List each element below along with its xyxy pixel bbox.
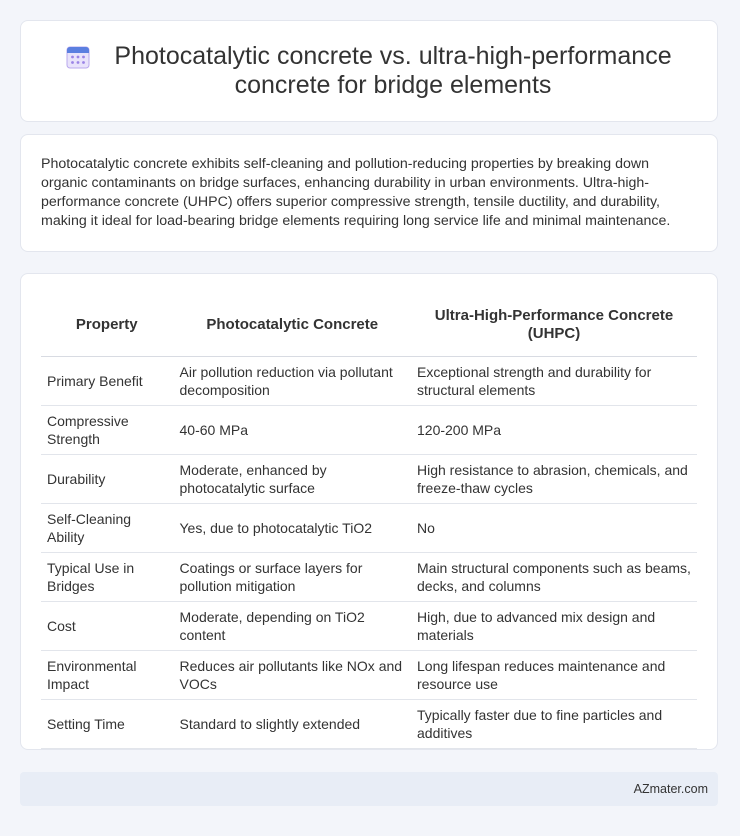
row-uhpc: 120-200 MPa <box>411 406 697 455</box>
footer-site-link[interactable]: AZmater.com <box>633 782 708 796</box>
row-uhpc: No <box>411 504 697 553</box>
table-row <box>41 504 697 553</box>
table-row <box>41 602 697 651</box>
header-uhpc: Ultra-High-Performance Concrete (UHPC) <box>411 294 697 357</box>
row-uhpc: High, due to advanced mix design and materials <box>411 602 697 651</box>
row-property: Typical Use in Bridges <box>41 553 173 602</box>
row-property: Primary Benefit <box>41 357 173 406</box>
row-property: Durability <box>41 455 173 504</box>
row-uhpc: Exceptional strength and durability for structural elements <box>411 357 697 406</box>
row-property: Compressive Strength <box>41 406 173 455</box>
table-row <box>41 553 697 602</box>
row-property: Environmental Impact <box>41 651 173 700</box>
row-uhpc: Main structural components such as beams, decks, and columns <box>411 553 697 602</box>
table-row <box>41 700 697 749</box>
row-uhpc: Typically faster due to fine particles and additives <box>411 700 697 749</box>
row-photocatalytic: Coatings or surface layers for pollution mitigation <box>173 553 411 602</box>
table-row <box>41 651 697 700</box>
row-photocatalytic: 40-60 MPa <box>173 406 411 455</box>
row-uhpc: Long lifespan reduces maintenance and resource use <box>411 651 697 700</box>
row-photocatalytic: Moderate, enhanced by photocatalytic surface <box>173 455 411 504</box>
row-property: Setting Time <box>41 700 173 749</box>
row-photocatalytic: Reduces air pollutants like NOx and VOCs <box>173 651 411 700</box>
row-photocatalytic: Moderate, depending on TiO2 content <box>173 602 411 651</box>
table-row <box>41 406 697 455</box>
footer-bar <box>20 772 718 806</box>
row-photocatalytic: Air pollution reduction via pollutant decomposition <box>173 357 411 406</box>
row-property: Self-Cleaning Ability <box>41 504 173 553</box>
comparison-card <box>20 273 718 750</box>
table-header-row <box>41 294 697 357</box>
header-property: Property <box>41 294 173 357</box>
title-wrap <box>65 42 673 100</box>
intro-paragraph: Photocatalytic concrete exhibits self-cleaning and pollution-reducing properties by breaking down organic contaminants on bridge surfaces, enhancing durability in urban environments. Ultra-high-performance concrete (UHPC) offers superior compressive strength, tensile ductility, and durability, making it ideal for load-bearing bridge elements requiring long service life and minimal maintenance. <box>41 156 671 229</box>
table-row <box>41 455 697 504</box>
page-title: Photocatalytic concrete vs. ultra-high-performance concrete for bridge elements <box>114 42 672 99</box>
row-photocatalytic: Yes, due to photocatalytic TiO2 <box>173 504 411 553</box>
comparison-table <box>41 294 697 749</box>
intro-card <box>20 134 718 252</box>
header-photocatalytic: Photocatalytic Concrete <box>173 294 411 357</box>
title-card <box>20 20 718 122</box>
calendar-icon <box>65 44 91 70</box>
row-photocatalytic: Standard to slightly extended <box>173 700 411 749</box>
table-row <box>41 357 697 406</box>
row-property: Cost <box>41 602 173 651</box>
row-uhpc: High resistance to abrasion, chemicals, and freeze-thaw cycles <box>411 455 697 504</box>
